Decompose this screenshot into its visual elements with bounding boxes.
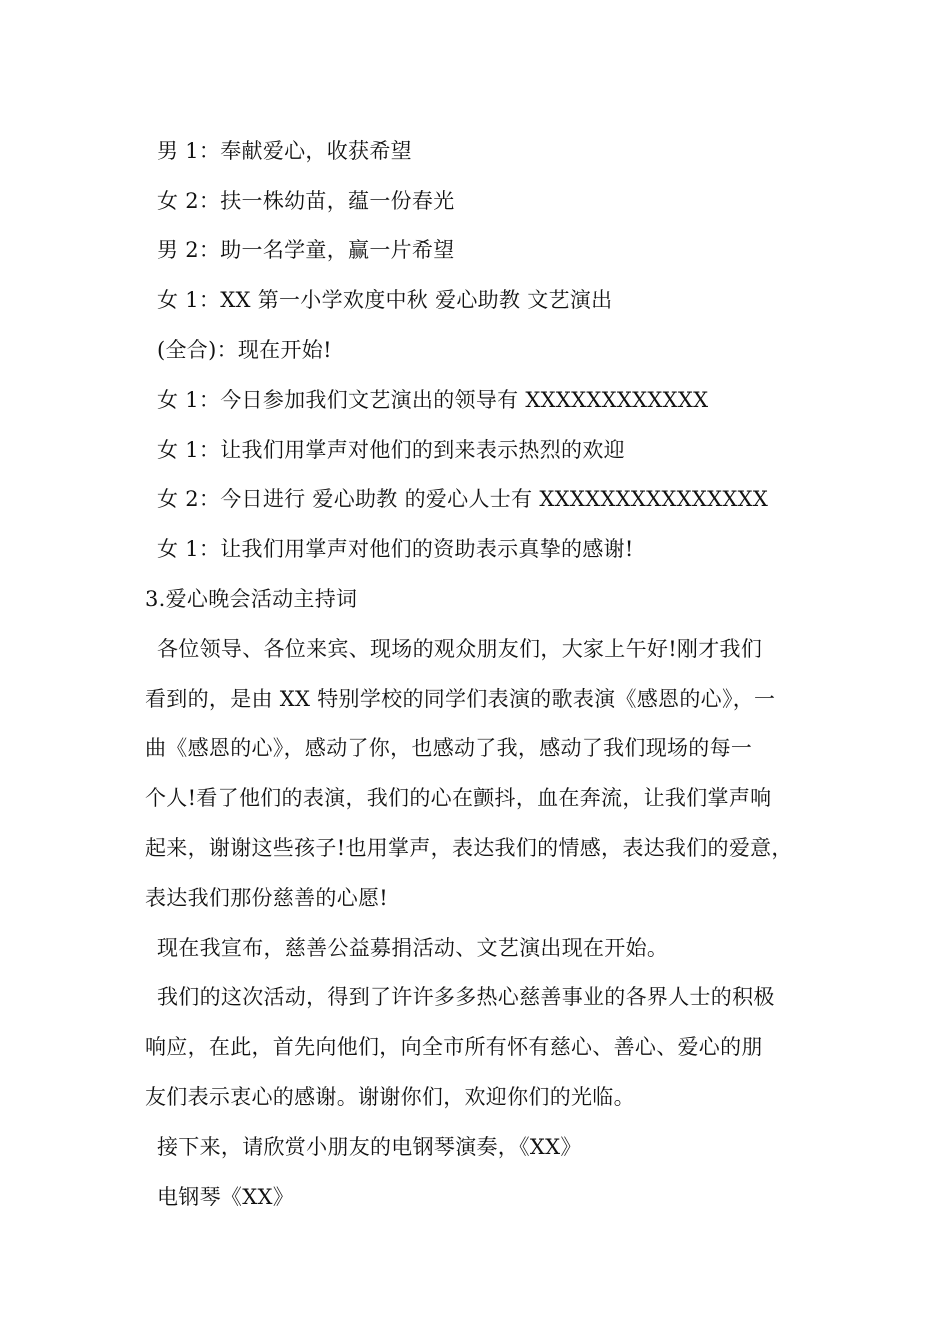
paragraph-line: 我们的这次活动，得到了许许多多热心慈善事业的各界人士的积极: [157, 985, 775, 1009]
dialogue-line: 女 1：XX 第一小学欢度中秋 爱心助教 文艺演出: [157, 288, 613, 312]
section-heading: 3.爱心晚会活动主持词: [145, 587, 358, 611]
paragraph-line: 接下来，请欣赏小朋友的电钢琴演奏，《XX》: [157, 1135, 582, 1159]
paragraph-line: 表达我们那份慈善的心愿!: [145, 886, 389, 910]
dialogue-line: 男 1：奉献爱心，收获希望: [157, 139, 412, 163]
paragraph-line: 个人!看了他们的表演，我们的心在颤抖，血在奔流，让我们掌声响: [145, 786, 772, 810]
dialogue-line: 女 2：扶一株幼苗，蕴一份春光: [157, 189, 455, 213]
paragraph-line: 各位领导、各位来宾、现场的观众朋友们，大家上午好!刚才我们: [157, 637, 763, 661]
dialogue-line: (全合)：现在开始!: [157, 338, 332, 362]
paragraph-line: 看到的，是由 XX 特别学校的同学们表演的歌表演《感恩的心》，一: [145, 687, 776, 711]
dialogue-line: 女 1：让我们用掌声对他们的到来表示热烈的欢迎: [157, 438, 625, 462]
paragraph-line: 响应，在此，首先向他们，向全市所有怀有慈心、善心、爱心的朋: [145, 1035, 763, 1059]
paragraph-line: 曲《感恩的心》，感动了你，也感动了我，感动了我们现场的每一: [145, 736, 753, 760]
dialogue-line: 男 2：助一名学童，赢一片希望: [157, 238, 455, 262]
paragraph-line: 现在我宣布，慈善公益募捐活动、文艺演出现在开始。: [157, 936, 669, 960]
program-item: 电钢琴《XX》: [157, 1185, 294, 1209]
paragraph-line: 起来，谢谢这些孩子!也用掌声，表达我们的情感，表达我们的爱意，: [145, 836, 793, 860]
dialogue-line: 女 1：让我们用掌声对他们的资助表示真挚的感谢!: [157, 537, 634, 561]
dialogue-line: 女 1：今日参加我们文艺演出的领导有 XXXXXXXXXXXX: [157, 388, 709, 412]
paragraph-line: 友们表示衷心的感谢。谢谢你们，欢迎你们的光临。: [145, 1085, 635, 1109]
dialogue-line: 女 2：今日进行 爱心助教 的爱心人士有 XXXXXXXXXXXXXXX: [157, 487, 769, 511]
